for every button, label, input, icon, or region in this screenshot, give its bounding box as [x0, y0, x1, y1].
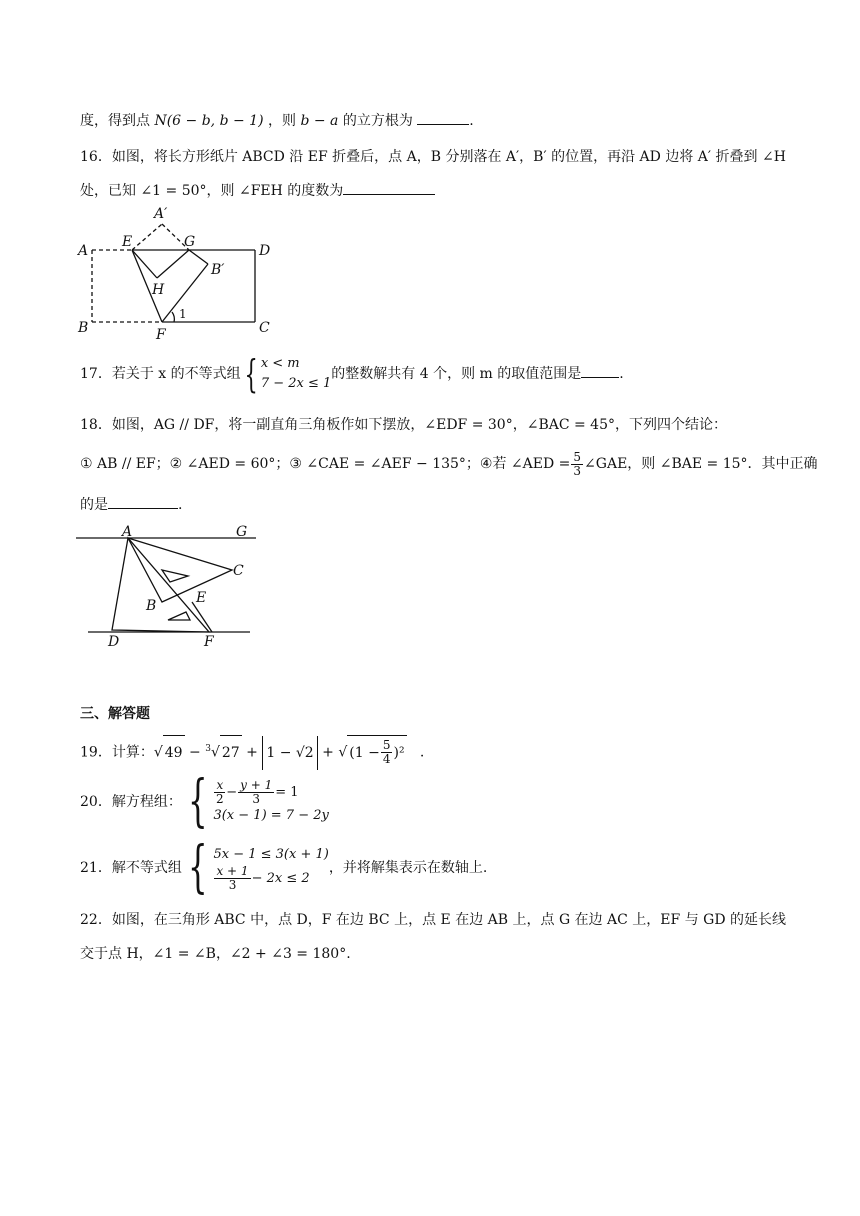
- q17-text-prefix: 17．若关于 x 的不等式组: [80, 366, 241, 382]
- system-brace: {: [187, 835, 208, 900]
- answer-blank: [108, 494, 178, 509]
- q15-end: .: [469, 113, 474, 129]
- q15-text-suffix: 的立方根为: [342, 113, 413, 129]
- q21-text-suffix: ，并将解集表示在数轴上.: [328, 860, 488, 876]
- frac-num: x + 1: [216, 863, 249, 878]
- label-F: F: [156, 327, 166, 342]
- q18-line3: [80, 494, 182, 515]
- q16-text: 处，已知 ∠1 = 50°，则 ∠FEH 的度数为: [80, 183, 344, 199]
- q18-line2: [80, 448, 818, 480]
- label-H: H: [152, 282, 165, 298]
- label-E: E: [122, 234, 133, 250]
- label-C: C: [259, 320, 270, 336]
- small-triangle-2: [168, 612, 190, 620]
- q20-system: [213, 779, 328, 826]
- dashed-ea: [132, 224, 162, 250]
- label-G: G: [236, 524, 248, 540]
- frac-den: 3: [573, 463, 582, 478]
- answer-blank: [343, 180, 435, 195]
- op-minus: −: [189, 744, 201, 761]
- frac-den: 3: [252, 791, 261, 806]
- edge-eh: [132, 250, 157, 278]
- q19: 19．计算：√ 49 − $^3$√ 27 + 1 − √2 + √ (1 − $\frac{5}{4}$ )² .: [80, 732, 424, 770]
- small-triangle-1: [162, 570, 188, 582]
- op-plus-2: +: [322, 744, 334, 761]
- label-B: B: [146, 598, 157, 614]
- frac-den: 2: [216, 791, 224, 806]
- q21-ineq1: 5x − 1 ≤ 3(x + 1): [213, 846, 329, 862]
- edge-hg: [157, 250, 189, 278]
- q17: [80, 354, 624, 394]
- angle-1-arc: [172, 312, 174, 322]
- sqrt-49: 49: [163, 735, 185, 770]
- frac-y3: [238, 779, 274, 806]
- q18-line1: 18．如图，AG // DF，将一副直角三角板作如下摆放，∠EDF = 30°，∠BAC = 45°，下列四个结论：: [80, 417, 727, 433]
- q20-text-prefix: 20．解方程组：: [80, 794, 182, 810]
- q16-line1: 16．如图，将长方形纸片 ABCD 沿 EF 折叠后，点 A，B 分别落在 A′，B′ 的位置，再沿 AD 边将 A′ 折叠到 ∠H: [80, 149, 786, 165]
- ineq2-rest: − 2x ≤ 2: [251, 870, 310, 886]
- q20-eq1: [213, 779, 328, 806]
- label-G: G: [184, 234, 196, 250]
- label-E: E: [196, 590, 207, 606]
- frac-den: 3: [228, 877, 237, 892]
- q17-end: .: [619, 366, 624, 382]
- frac-num: x: [216, 777, 224, 792]
- q15-text-mid: ，则: [267, 113, 296, 129]
- q18-end: .: [178, 497, 183, 513]
- label-B: B: [78, 320, 89, 336]
- label-D: D: [259, 243, 271, 259]
- system-brace: {: [187, 769, 208, 834]
- q17-ineq1: x < m: [260, 356, 300, 371]
- q17-text-suffix: 的整数解共有 4 个，则 m 的取值范围是: [331, 366, 582, 382]
- q21-ineq2: [213, 865, 328, 892]
- label-C: C: [233, 563, 244, 579]
- frac-num: 5: [573, 449, 582, 464]
- q15-tail: [80, 110, 474, 131]
- q19-fraction: [381, 739, 393, 766]
- frac-num: y + 1: [240, 777, 273, 792]
- frac-x3: [214, 865, 250, 892]
- q19-end: .: [419, 744, 425, 761]
- section-heading: 三、解答题: [80, 706, 150, 722]
- q19-text-prefix: 19．计算：: [80, 744, 154, 761]
- q21-text-prefix: 21．解不等式组: [80, 860, 182, 876]
- q22-line1: 22．如图，在三角形 ABC 中，点 D，F 在边 BC 上，点 E 在边 AB 上，点 G 在边 AC 上，EF 与 GD 的延长线: [80, 912, 787, 928]
- label-angle-1: 1: [179, 307, 187, 321]
- q16-line2: [80, 180, 435, 201]
- sqrt-group: [347, 735, 406, 770]
- q17-ineq2: 7 − 2x ≤ 1: [260, 376, 332, 391]
- triangle-abc: [128, 538, 232, 602]
- sqrt-inner-pre: (1 −: [349, 744, 380, 761]
- q18-fraction: [571, 451, 583, 478]
- q17-system: [261, 354, 331, 394]
- line-ef: [192, 602, 212, 632]
- triangle-aed-outline: [112, 538, 209, 632]
- label-F: F: [204, 634, 214, 650]
- label-B-prime: B′: [211, 262, 225, 278]
- label-A-prime: A′: [154, 206, 168, 222]
- q18-text-a: ① AB // EF；② ∠AED = 60°；③ ∠CAE = ∠AEF − 135°；④若 ∠AED =: [80, 456, 571, 472]
- abs-value: 1 − √2: [262, 736, 317, 770]
- eq1-rhs: = 1: [275, 784, 299, 800]
- cbrt-27: 27: [220, 735, 242, 770]
- label-A: A: [78, 243, 89, 259]
- q20-eq2: 3(x − 1) = 7 − 2y: [213, 807, 329, 823]
- answer-blank: [581, 363, 619, 378]
- frac-den: 4: [382, 752, 391, 767]
- label-A: A: [122, 524, 133, 540]
- q20: [80, 769, 329, 834]
- edge-gb: [189, 250, 208, 264]
- q18-text-c: 的是: [80, 497, 108, 513]
- op-plus-1: +: [246, 744, 258, 761]
- q15-point: N(6 − b, b − 1): [154, 113, 264, 129]
- frac-num: 5: [382, 738, 391, 753]
- q18-figure: [76, 524, 262, 650]
- q16-figure: [72, 202, 282, 342]
- q21-system: [213, 845, 328, 892]
- q18-text-b: ∠GAE，则 ∠BAE = 15°．其中正确: [584, 456, 818, 472]
- op-minus: −: [226, 784, 238, 800]
- q15-text-prefix: 度，得到点: [80, 113, 150, 129]
- q15-expr: b − a: [300, 113, 339, 129]
- label-D: D: [108, 634, 120, 650]
- q21: [80, 835, 488, 900]
- answer-blank: [417, 110, 469, 125]
- frac-x2: [214, 779, 225, 806]
- system-brace: {: [244, 352, 258, 396]
- sqrt-inner-post: )²: [393, 744, 405, 761]
- q22-line2: 交于点 H，∠1 = ∠B，∠2 + ∠3 = 180°.: [80, 946, 351, 962]
- cbrt-index: 3: [205, 744, 211, 754]
